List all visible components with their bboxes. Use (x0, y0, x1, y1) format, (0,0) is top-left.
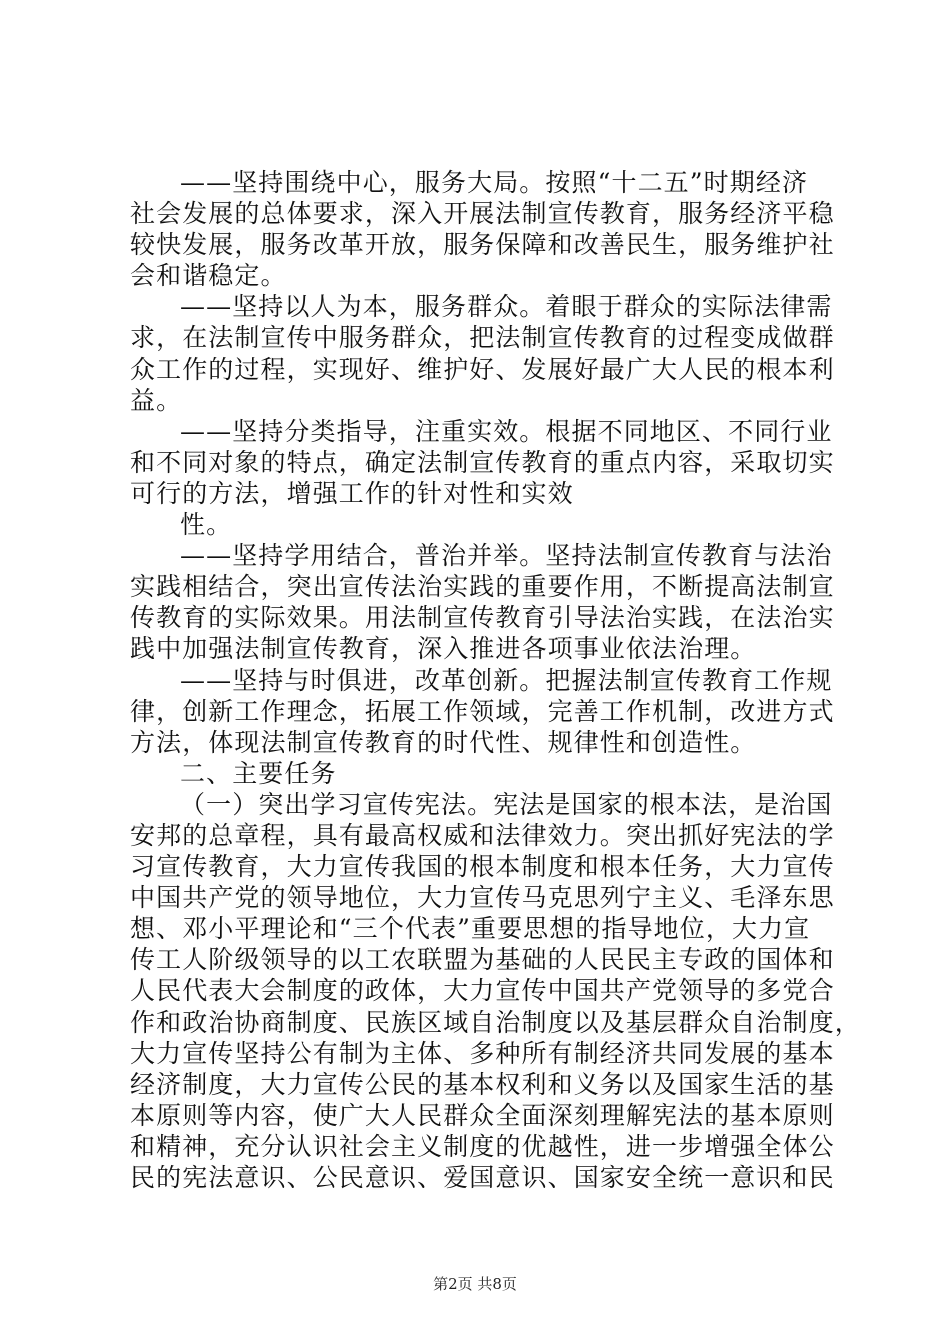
text-line: ——坚持学用结合，普治并举。坚持法制宣传教育与法治 (180, 541, 833, 570)
text-line: 律，创新工作理念，拓展工作领域，完善工作机制，改进方式 (130, 697, 835, 726)
text-line: 作和政治协商制度、民族区域自治制度以及基层群众自治制度， (130, 1008, 861, 1037)
text-line: ——坚持与时俱进，改革创新。把握法制宣传教育工作规 (180, 666, 833, 695)
text-line: 本原则等内容，使广大人民群众全面深刻理解宪法的基本原则 (130, 1101, 835, 1130)
text-line: 践中加强法制宣传教育，深入推进各项事业依法治理。 (130, 634, 757, 663)
text-line: 中国共产党的领导地位，大力宣传马克思列宁主义、毛泽东思 (130, 883, 835, 912)
text-line: 和精神，充分认识社会主义制度的优越性，进一步增强全体公 (130, 1132, 835, 1161)
text-line: 传工人阶级领导的以工农联盟为基础的人民民主专政的国体和 (130, 945, 835, 974)
text-line: 民的宪法意识、公民意识、爱国意识、国家安全统一意识和民 (130, 1163, 835, 1192)
text-line: 经济制度，大力宣传公民的基本权利和义务以及国家生活的基 (130, 1070, 835, 1099)
text-line: 可行的方法，增强工作的针对性和实效 (130, 479, 574, 508)
text-line: 安邦的总章程，具有最高权威和法律效力。突出抓好宪法的学 (130, 821, 835, 850)
text-line: 方法，体现法制宣传教育的时代性、规律性和创造性。 (130, 728, 757, 757)
text-line: 社会发展的总体要求，深入开展法制宣传教育，服务经济平稳 (130, 199, 835, 228)
text-line: 想、邓小平理论和“三个代表”重要思想的指导地位，大力宣 (130, 914, 811, 943)
text-line: 益。 (130, 386, 183, 415)
text-line: ——坚持围绕中心，服务大局。按照“十二五”时期经济 (180, 168, 809, 197)
text-line: 众工作的过程，实现好、维护好、发展好最广大人民的根本利 (130, 355, 835, 384)
text-line: ——坚持分类指导，注重实效。根据不同地区、不同行业 (180, 417, 833, 446)
text-line: 实践相结合，突出宣传法治实践的重要作用，不断提高法制宣 (130, 572, 835, 601)
text-line: 求，在法制宣传中服务群众，把法制宣传教育的过程变成做群 (130, 323, 835, 352)
text-line: 习宣传教育，大力宣传我国的根本制度和根本任务，大力宣传 (130, 852, 835, 881)
text-line: 会和谐稳定。 (130, 261, 287, 290)
text-line: 性。 (180, 510, 233, 539)
section-heading: 二、主要任务 (180, 759, 337, 788)
text-line: 较快发展，服务改革开放，服务保障和改善民生，服务维护社 (130, 230, 835, 259)
text-line: 人民代表大会制度的政体，大力宣传中国共产党领导的多党合 (130, 976, 835, 1005)
text-line: （一）突出学习宣传宪法。宪法是国家的根本法，是治国 (180, 790, 833, 819)
text-line: ——坚持以人为本，服务群众。着眼于群众的实际法律需 (180, 292, 833, 321)
text-line: 传教育的实际效果。用法制宣传教育引导法治实践，在法治实 (130, 603, 835, 632)
page-number: 第2页 共8页 (433, 1275, 517, 1293)
text-line: 大力宣传坚持公有制为主体、多种所有制经济共同发展的基本 (130, 1039, 835, 1068)
text-line: 和不同对象的特点，确定法制宣传教育的重点内容，采取切实 (130, 448, 835, 477)
